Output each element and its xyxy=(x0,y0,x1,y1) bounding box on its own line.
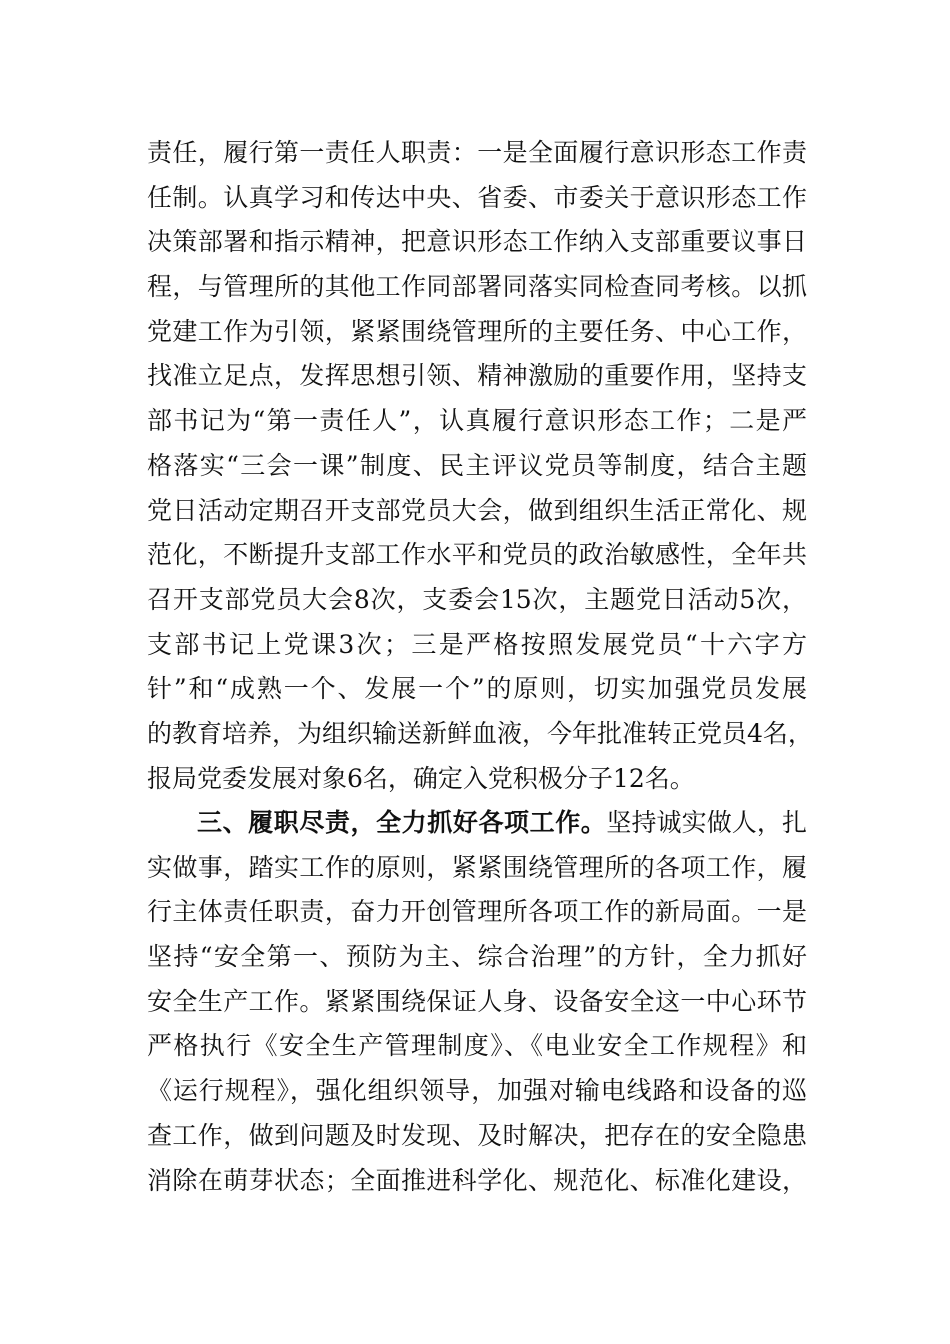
text-line: 报局党委发展对象6名，确定入党积极分子12名。 xyxy=(147,763,695,793)
text-line: 查工作，做到问题及时发现、及时解决，把存在的安全隐患 xyxy=(147,1120,807,1150)
text-line: 《运行规程》，强化组织领导，加强对输电线路和设备的巡 xyxy=(147,1076,807,1106)
text-line: 部书记为“第一责任人”，认真履行意识形态工作；二是严 xyxy=(147,406,807,436)
text-line: 坚持“安全第一、预防为主、综合治理”的方针，全力抓好 xyxy=(147,942,807,972)
text-line: 决策部署和指示精神，把意识形态工作纳入支部重要议事日 xyxy=(147,227,807,257)
text-line: 安全生产工作。紧紧围绕保证人身、设备安全这一中心环节 xyxy=(147,986,807,1016)
heading-line xyxy=(147,801,807,846)
text-line: 责任，履行第一责任人职责：一是全面履行意识形态工作责 xyxy=(147,138,807,167)
heading-line-rest: 坚持诚实做人，扎 xyxy=(606,808,807,837)
text-line: 支部书记上党课3次；三是严格按照发展党员“十六字方 xyxy=(147,629,807,659)
text-line: 格落实“三会一课”制度、民主评议党员等制度，结合主题 xyxy=(147,450,807,480)
paragraph-party-responsibility xyxy=(147,131,813,801)
text-line: 行主体责任职责，奋力开创管理所各项工作的新局面。一是 xyxy=(147,897,807,927)
text-line: 党建工作为引领，紧紧围绕管理所的主要任务、中心工作， xyxy=(147,316,807,346)
text-line: 针”和“成熟一个、发展一个”的原则，切实加强党员发展 xyxy=(147,674,807,704)
text-line: 实做事，踏实工作的原则，紧紧围绕管理所的各项工作，履 xyxy=(147,852,807,882)
text-line: 党日活动定期召开支部党员大会，做到组织生活正常化、规 xyxy=(147,495,807,525)
text-line: 任制。认真学习和传达中央、省委、市委关于意识形态工作 xyxy=(147,182,807,212)
text-line: 严格执行《安全生产管理制度》、《电业安全工作规程》和 xyxy=(147,1031,807,1061)
text-line: 范化，不断提升支部工作水平和党员的政治敏感性，全年共 xyxy=(147,540,807,570)
text-line: 程，与管理所的其他工作同部署同落实同检查同考核。以抓 xyxy=(147,272,807,302)
text-line: 召开支部党员大会8次，支委会15次，主题党日活动5次， xyxy=(147,584,807,614)
text-line: 消除在萌芽状态；全面推进科学化、规范化、标准化建设， xyxy=(147,1165,807,1195)
paragraph-fulfil-duties xyxy=(147,801,807,1203)
text-line: 的教育培养，为组织输送新鲜血液，今年批准转正党员4名， xyxy=(147,718,813,748)
section-heading: 三、履职尽责，全力抓好各项工作。 xyxy=(197,808,607,837)
text-line: 找准立足点，发挥思想引领、精神激励的重要作用，坚持支 xyxy=(147,361,807,391)
